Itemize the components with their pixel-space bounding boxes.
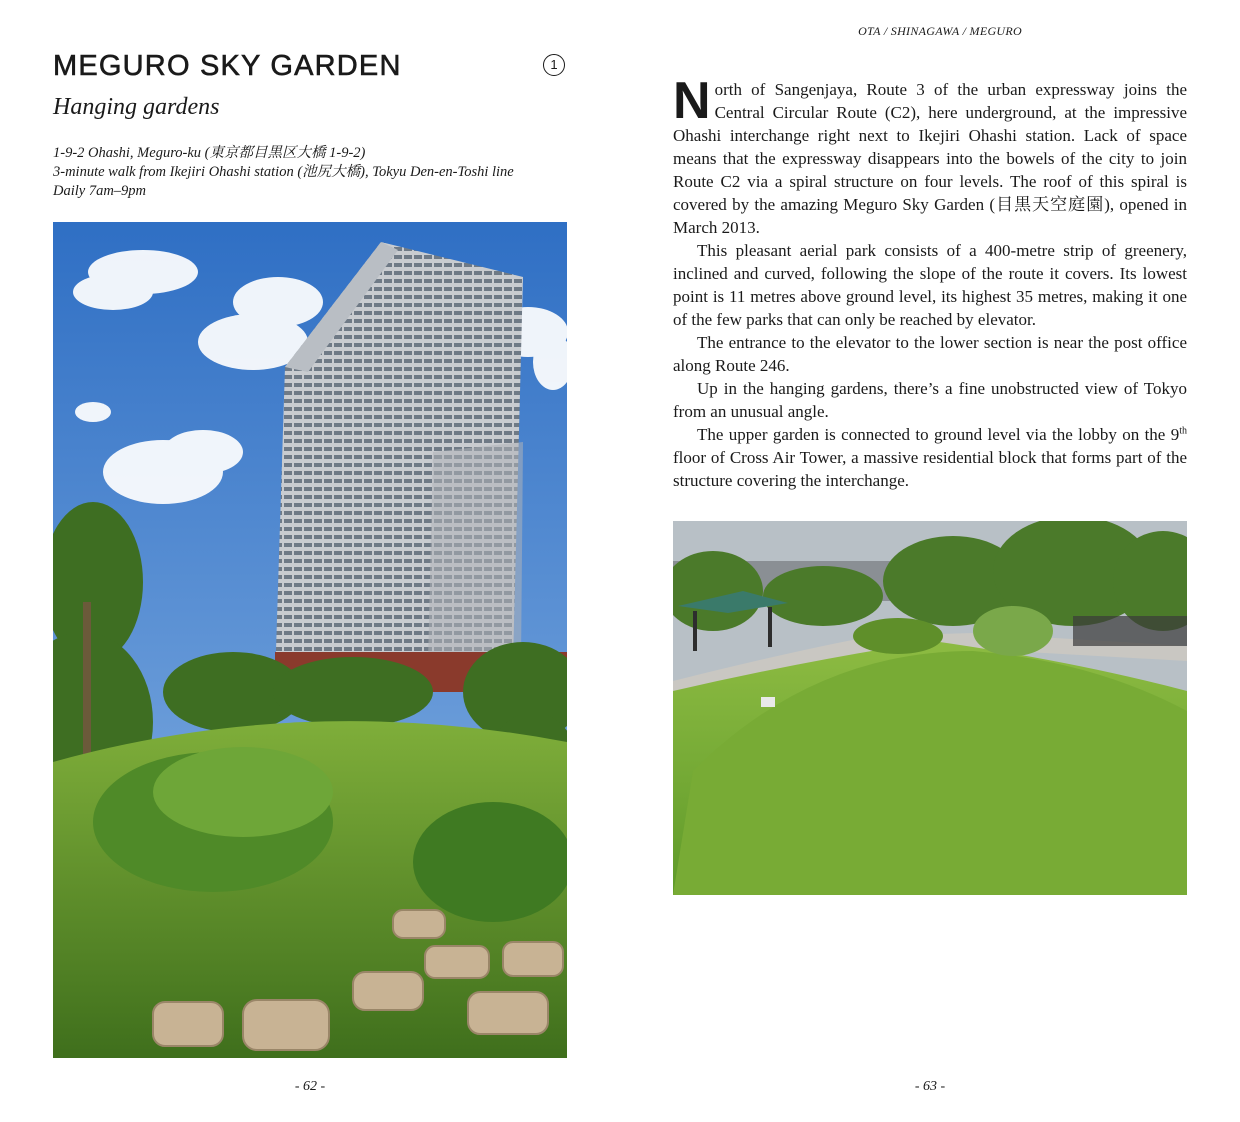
paragraph-5: The upper garden is connected to ground level via the lobby on the 9th floor of Cross Air Tower, a massive residential block that forms part of the structure covering the interchange. — [673, 425, 1187, 490]
drop-cap: N — [673, 72, 711, 130]
article-body — [673, 72, 1187, 492]
tower-garden-illustration — [53, 222, 567, 1058]
page-subtitle: Hanging gardens — [53, 94, 220, 120]
page-number-left: - 62 - — [294, 1079, 326, 1094]
entry-number-badge: 1 — [543, 54, 565, 76]
paragraph-1: North of Sangenjaya, Route 3 of the urban expressway joins the Central Circular Route (C2), here underground, at the impressive Ohashi interchange right next to Ikejiri Ohashi station. Lack of space means that the expressway disappears into the bowels of the city to join Route C2 via a spiral structure on four levels. The roof of this spiral is covered by the amazing Meguro Sky Garden (目黒天空庭園), opened in March 2013. — [673, 72, 1187, 237]
lawn-illustration — [673, 521, 1187, 895]
page-number-right: - 63 - — [914, 1079, 946, 1094]
paragraph-2: This pleasant aerial park consists of a 400-metre strip of greenery, inclined and curved, following the slope of the route it covers. Its lowest point is 11 metres above ground level, its highest 35 metres, making it one of the few parks that can only be reached by elevator. — [673, 241, 1187, 329]
section-label: OTA / SHINAGAWA / MEGURO — [858, 24, 1022, 38]
lawn-photo — [673, 521, 1187, 895]
access-line: 3-minute walk from Ikejiri Ohashi station (池尻大橋), Tokyu Den-en-Toshi line — [53, 164, 514, 180]
address-line: 1-9-2 Ohashi, Meguro-ku (東京都目黒区大橋 1-9-2) — [53, 145, 366, 161]
hours-line: Daily 7am–9pm — [53, 183, 147, 199]
right-page — [620, 0, 1240, 1122]
paragraph-4: Up in the hanging gardens, there’s a fine unobstructed view of Tokyo from an unusual angle. — [673, 379, 1187, 421]
paragraph-3: The entrance to the elevator to the lower section is near the post office along Route 246. — [673, 333, 1187, 375]
entry-info — [53, 144, 573, 201]
page-title: MEGURO SKY GARDEN — [53, 50, 402, 82]
tower-garden-photo — [53, 222, 567, 1058]
